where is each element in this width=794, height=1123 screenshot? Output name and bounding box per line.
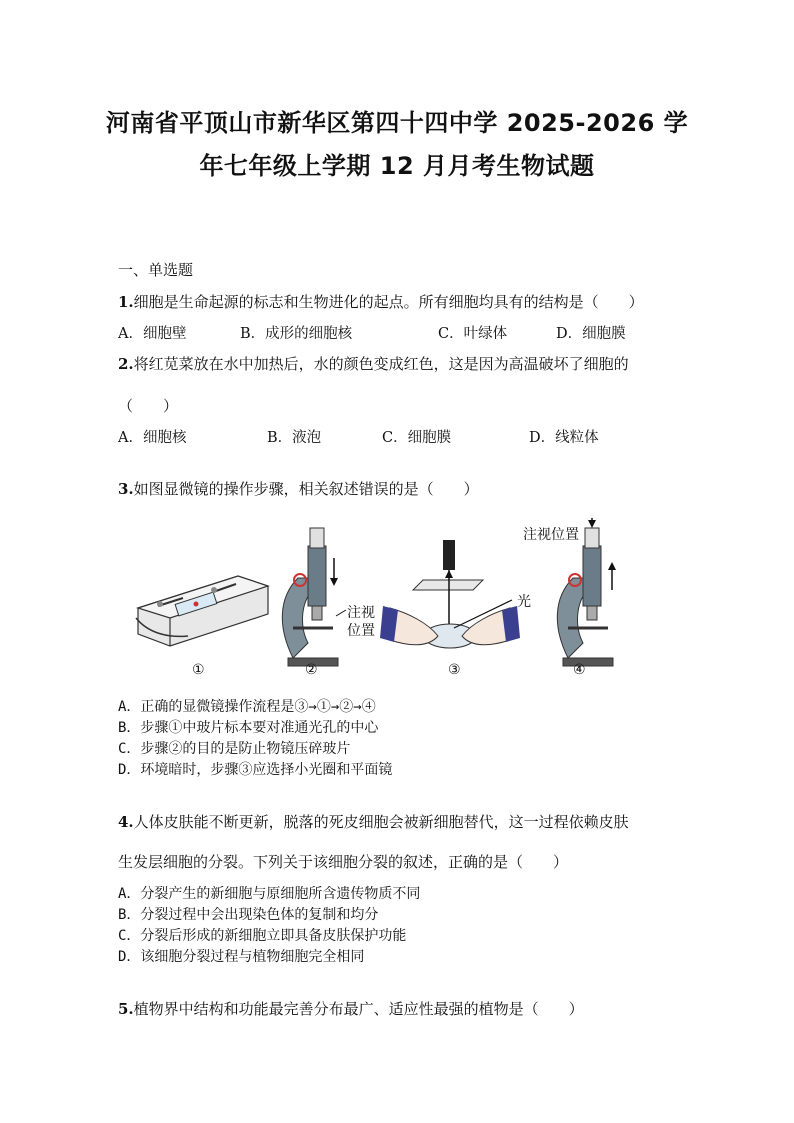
- question-2: [118, 353, 629, 374]
- q1-option-a[interactable]: A．细胞壁: [118, 326, 187, 342]
- microscope-figure: [128, 518, 638, 683]
- question-5: [118, 998, 584, 1019]
- section-heading: 一、单选题: [118, 261, 194, 279]
- question-text: 植物界中结构和功能最完善分布最广、适应性最强的植物是（ ）: [133, 1000, 584, 1018]
- q3-option-c[interactable]: C．步骤②的目的是防止物镜压碎玻片: [118, 741, 351, 757]
- question-text: 如图显微镜的操作步骤，相关叙述错误的是（ ）: [133, 480, 479, 498]
- q2-option-b[interactable]: B．液泡: [267, 430, 322, 446]
- question-4-continued: 生发层细胞的分裂。下列关于该细胞分裂的叙述，正确的是（ ）: [118, 853, 569, 871]
- q1-option-d[interactable]: D．细胞膜: [556, 326, 626, 342]
- q1-option-b[interactable]: B．成形的细胞核: [240, 326, 353, 342]
- figure-label-4: ④: [573, 662, 586, 678]
- slide-on-stage-illustration: [136, 576, 268, 646]
- question-number: 3.: [118, 480, 134, 498]
- q1-option-c[interactable]: C．叶绿体: [438, 326, 508, 342]
- question-number: 5.: [118, 1000, 134, 1018]
- question-1: [118, 291, 644, 312]
- q3-option-d[interactable]: D．环境暗时，步骤③应选择小光圈和平面镜: [118, 762, 393, 778]
- q2-option-d[interactable]: D．线粒体: [529, 430, 599, 446]
- q2-option-a[interactable]: A．细胞核: [118, 430, 187, 446]
- question-number: 4.: [118, 813, 134, 831]
- microscope-lowering-illustration: [282, 528, 346, 666]
- annotation-watch-1: 注视: [347, 605, 375, 621]
- figure-label-2: ②: [305, 662, 318, 678]
- mirror-adjust-illustration: [380, 540, 520, 648]
- question-number: 2.: [118, 355, 134, 373]
- annotation-light: 光: [517, 594, 531, 610]
- q4-option-b[interactable]: B．分裂过程中会出现染色体的复制和均分: [118, 907, 379, 923]
- q4-option-c[interactable]: C．分裂后形成的新细胞立即具备皮肤保护功能: [118, 928, 407, 944]
- question-text: 人体皮肤能不断更新，脱落的死皮细胞会被新细胞替代，这一过程依赖皮肤: [133, 813, 629, 831]
- figure-label-3: ③: [448, 662, 461, 678]
- q3-option-b[interactable]: B．步骤①中玻片标本要对准通光孔的中心: [118, 720, 379, 736]
- question-4: [118, 811, 629, 832]
- question-text: 细胞是生命起源的标志和生物进化的起点。所有细胞均具有的结构是（ ）: [133, 293, 644, 311]
- figure-label-1: ①: [192, 662, 205, 678]
- document-title-line2: 年七年级上学期 12 月月考生物试题: [199, 152, 595, 180]
- document-title-line1: 河南省平顶山市新华区第四十四中学 2025-2026 学: [105, 109, 689, 137]
- annotation-watch-2: 位置: [347, 623, 375, 639]
- annotation-watch-position: 注视位置: [523, 527, 579, 543]
- question-2-blank: （ ）: [118, 397, 179, 415]
- question-text: 将红苋菜放在水中加热后，水的颜色变成红色，这是因为高温破坏了细胞的: [133, 355, 629, 373]
- q4-option-a[interactable]: A．分裂产生的新细胞与原细胞所含遗传物质不同: [118, 886, 421, 902]
- q3-option-a[interactable]: A．正确的显微镜操作流程是③→①→②→④: [118, 699, 376, 715]
- q2-option-c[interactable]: C．细胞膜: [382, 430, 452, 446]
- question-3: [118, 478, 479, 499]
- question-number: 1.: [118, 293, 134, 311]
- q4-option-d[interactable]: D．该细胞分裂过程与植物细胞完全相同: [118, 949, 365, 965]
